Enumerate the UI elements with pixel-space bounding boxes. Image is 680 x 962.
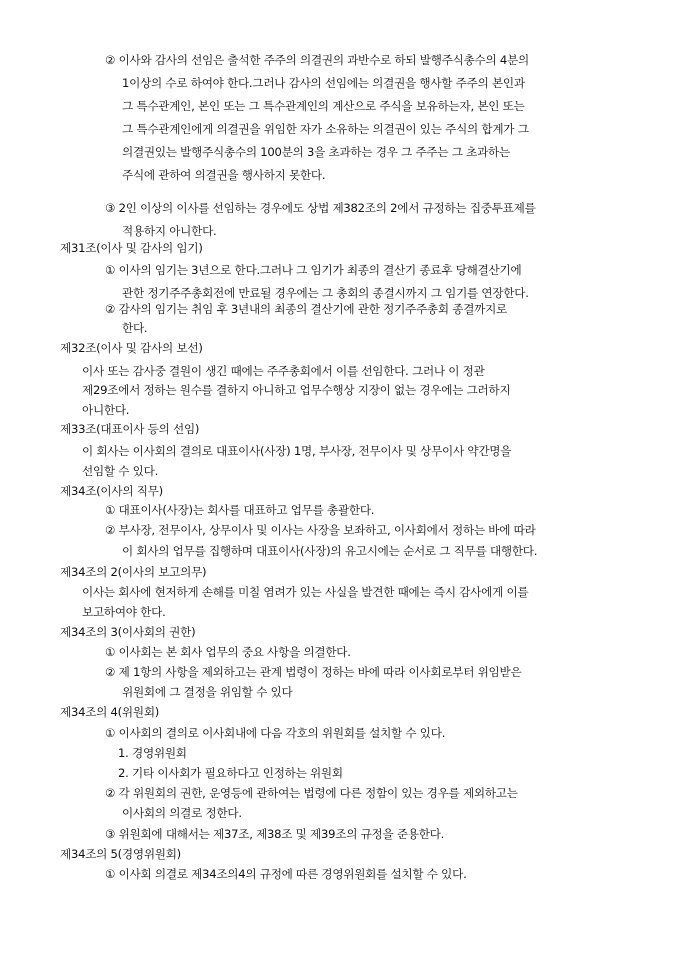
text-line: 적용하지 아니한다. <box>122 224 217 238</box>
text-line: 의결권있는 발행주식총수의 100분의 3을 초과하는 경우 그 주주는 그 초과하는 <box>122 145 510 159</box>
text-line: 보고하여야 한다. <box>82 605 166 619</box>
text-line: ② 감사의 임기는 취임 후 3년내의 최종의 결산기에 관한 정기주주총회 종결까지로 <box>105 302 508 316</box>
article-heading: 제34조의 4(위원회) <box>60 705 160 719</box>
text-line: 이사회의 의결로 정한다. <box>122 806 242 820</box>
text-line: 그 특수관계인, 본인 또는 그 특수관계인의 계산으로 주식을 보유하는자, 본인 또는 <box>122 99 525 113</box>
text-line: ② 부사장, 전무이사, 상무이사 및 이사는 사장을 보좌하고, 이사회에서 정하는 바에 따라 <box>105 523 536 537</box>
text-line: 그 특수관계인에게 의결권을 위임한 자가 소유하는 의결권이 있는 주식의 합계가 그 <box>122 122 529 136</box>
text-line: 1이상의 수로 하여야 한다.그러나 감사의 선임에는 의결권을 행사할 주주의 본인과 <box>122 76 525 90</box>
text-line: 주식에 관하여 의결권을 행사하지 못한다. <box>122 168 326 182</box>
article-heading: 제33조(대표이사 등의 선임) <box>60 422 200 436</box>
text-line: ② 이사와 감사의 선임은 출석한 주주의 의결권의 과반수로 하되 발행주식총수의 4분의 <box>105 53 529 67</box>
text-line: ① 이사회의 결의로 이사회내에 다음 각호의 위원회를 설치할 수 있다. <box>105 726 446 740</box>
text-line: ② 제 1항의 사항을 제외하고는 관계 법령이 정하는 바에 따라 이사회로부터 위임받은 <box>105 665 522 679</box>
article-heading: 제34조의 3(이사회의 권한) <box>60 625 196 639</box>
text-line: 관한 정기주주총회전에 만료될 경우에는 그 총회의 종결시까지 그 임기를 연장한다. <box>122 286 529 300</box>
text-line: ① 이사회는 본 회사 업무의 중요 사항을 의결한다. <box>105 645 351 659</box>
text-line: 이사 또는 감사중 결원이 생긴 때에는 주주총회에서 이를 선임한다. 그러나 이 정관 <box>82 364 485 378</box>
article-heading: 제34조(이사의 직무) <box>60 484 163 498</box>
text-line: ③ 위원회에 대해서는 제37조, 제38조 및 제39조의 규정을 준용한다. <box>105 827 445 841</box>
text-line: 이사는 회사에 현저하게 손해를 미칠 염려가 있는 사실을 발견한 때에는 즉시 감사에게 이를 <box>82 585 529 599</box>
text-line: 제29조에서 정하는 원수를 결하지 아니하고 업무수행상 지장이 없는 경우에는 그러하지 <box>82 383 511 397</box>
text-line: ① 이사의 임기는 3년으로 한다.그러나 그 임기가 최종의 결산기 종료후 당해결산기에 <box>105 263 522 277</box>
text-line: ① 이사회 의결로 제34조의4의 규정에 따른 경영위원회를 설치할 수 있다. <box>105 867 467 881</box>
text-line: 한다. <box>122 321 148 335</box>
text-line: 1. 경영위원회 <box>118 746 187 760</box>
text-line: 이 회사의 업무를 집행하며 대표이사(사장)의 유고시에는 순서로 그 직무를 대행한다. <box>122 544 538 558</box>
article-heading: 제31조(이사 및 감사의 임기) <box>60 241 203 255</box>
text-line: 아니한다. <box>82 403 130 417</box>
text-line: ② 각 위원회의 권한, 운영등에 관하여는 법령에 다른 정함이 있는 경우를 제외하고는 <box>105 786 518 800</box>
text-line: 2. 기타 이사회가 필요하다고 인정하는 위원회 <box>118 766 343 780</box>
text-line: ① 대표이사(사장)는 회사를 대표하고 업무를 총괄한다. <box>105 503 375 517</box>
text-line: 선임할 수 있다. <box>82 464 159 478</box>
article-heading: 제32조(이사 및 감사의 보선) <box>60 341 203 355</box>
article-heading: 제34조의 2(이사의 보고의무) <box>60 565 207 579</box>
text-line: ③ 2인 이상의 이사를 선임하는 경우에도 상법 제382조의 2에서 규정하는 집중투표제를 <box>105 201 536 215</box>
article-heading: 제34조의 5(경영위원회) <box>60 847 181 861</box>
text-line: 위원회에 그 결정을 위임할 수 있다 <box>122 685 293 699</box>
text-line: 이 회사는 이사회의 결의로 대표이사(사장) 1명, 부사장, 전무이사 및 상무이사 약간명을 <box>82 444 512 458</box>
